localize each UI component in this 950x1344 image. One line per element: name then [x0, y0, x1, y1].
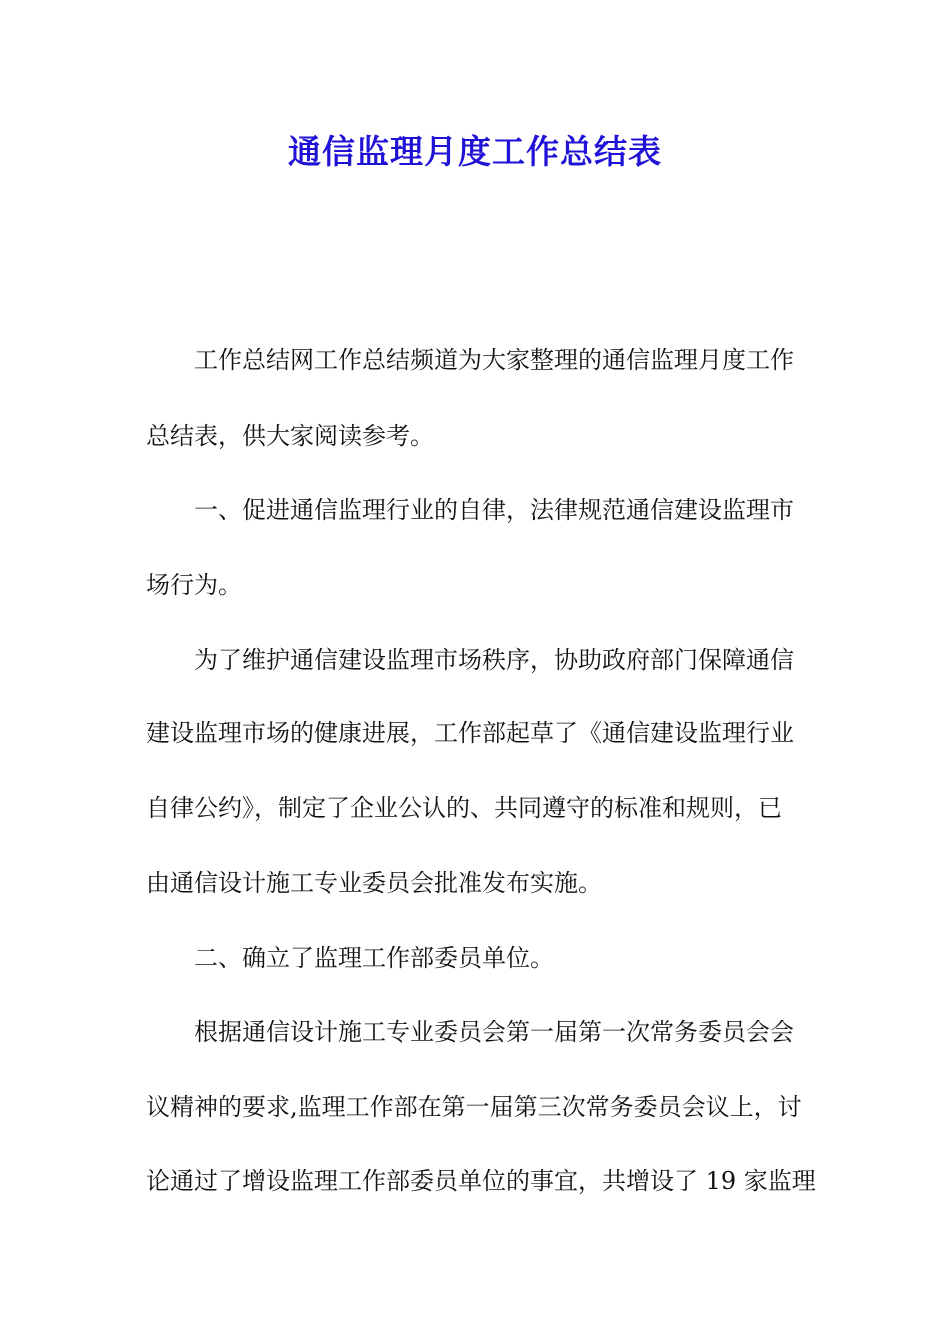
paragraph-2-line-2: 建设监理市场的健康进展，工作部起草了《通信建设监理行业: [146, 719, 794, 747]
section-2-heading: 二、确立了监理工作部委员单位。: [194, 944, 554, 972]
section-1-heading-line-1: 一、促进通信监理行业的自律，法律规范通信建设监理市: [194, 496, 794, 524]
paragraph-3-line-2: 议精神的要求,监理工作部在第一届第三次常务委员会议上，讨: [146, 1093, 802, 1121]
paragraph-2-line-3: 自律公约》，制定了企业公认的、共同遵守的标准和规则，已: [146, 794, 782, 822]
paragraph-1-line-1: 工作总结网工作总结频道为大家整理的通信监理月度工作: [194, 346, 794, 374]
paragraph-2-line-1: 为了维护通信建设监理市场秩序，协助政府部门保障通信: [194, 646, 794, 674]
section-1-heading-line-2: 场行为。: [146, 571, 242, 599]
paragraph-1-line-2: 总结表，供大家阅读参考。: [146, 422, 434, 450]
paragraph-3-line-3: 论通过了增设监理工作部委员单位的事宜，共增设了 19 家监理: [146, 1167, 816, 1195]
paragraph-3-line-1: 根据通信设计施工专业委员会第一届第一次常务委员会会: [194, 1018, 794, 1046]
paragraph-2-line-4: 由通信设计施工专业委员会批准发布实施。: [146, 869, 602, 897]
document-title: 通信监理月度工作总结表: [288, 132, 662, 171]
